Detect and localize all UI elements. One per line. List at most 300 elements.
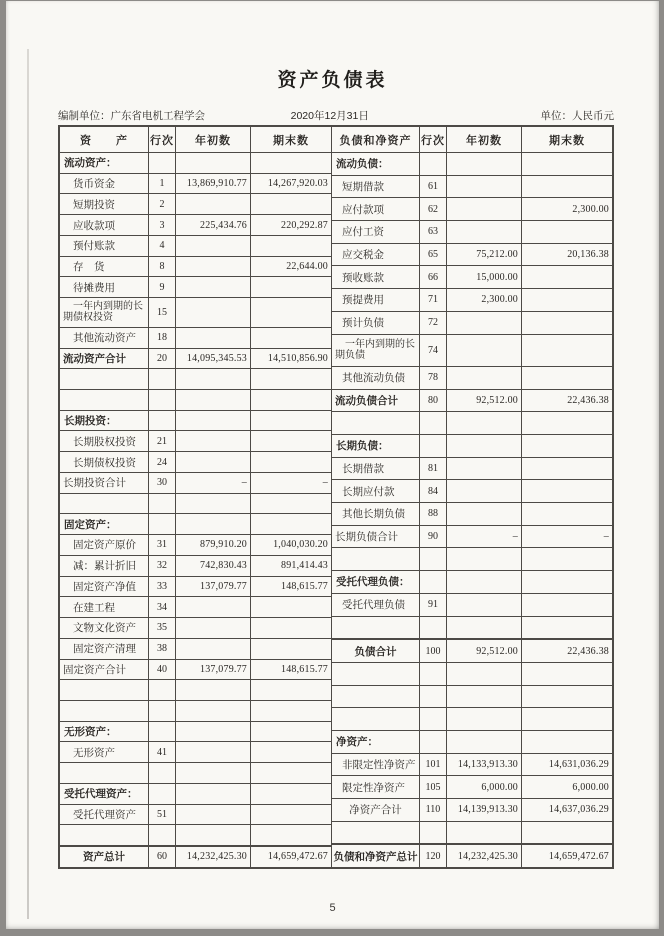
item-label-text: 减：累计折旧 [73,560,136,573]
item-label [332,176,419,198]
ending-balance [250,277,331,297]
table-row [60,680,331,701]
line-number-text: 34 [157,601,167,613]
line-number [148,298,175,327]
table-row [332,412,612,435]
ending-balance [250,847,331,867]
table-row [332,548,612,571]
ending-balance [521,503,612,525]
header-ending-text: 期末数 [273,134,309,147]
item-label [60,215,148,235]
line-number-text: 65 [428,249,438,261]
beginning-balance [175,328,250,348]
beginning-balance-text: 137,079.77 [200,580,247,592]
ending-balance [250,660,331,680]
line-number-text: 120 [425,850,441,862]
header-line-no-text: 行次 [150,134,174,147]
table-row [332,503,612,526]
beginning-balance [175,825,250,845]
line-number [419,503,446,525]
ending-balance [521,526,612,548]
ending-balance-text: 14,267,920.03 [267,178,328,190]
item-label [60,452,148,472]
item-label [60,257,148,277]
item-label-text: 固定资产净值 [73,580,136,593]
line-number-text: 21 [157,435,167,447]
beginning-balance-text: 14,139,913.30 [457,804,518,816]
ending-balance-text: 148,615.77 [281,663,328,675]
line-number [148,194,175,214]
ending-balance [250,722,331,742]
item-label [60,701,148,721]
line-number [419,312,446,334]
ending-balance [521,594,612,616]
line-number-text: 33 [157,580,167,592]
line-number-text: 90 [428,531,438,543]
item-label [332,312,419,334]
item-label [332,822,419,844]
line-number [419,289,446,311]
ending-balance [250,494,331,514]
table-row [60,174,331,195]
beginning-balance [175,431,250,451]
beginning-balance-text: 137,079.77 [200,663,247,675]
beginning-balance [175,494,250,514]
beginning-balance [446,312,521,334]
beginning-balance-text: 742,830.43 [200,560,247,572]
beginning-balance-text: 14,232,425.30 [186,851,247,863]
beginning-balance-text: 15,000.00 [476,271,518,283]
ending-balance [521,845,612,867]
item-label [60,411,148,431]
beginning-balance-text: 14,095,345.53 [186,352,247,364]
table-row [60,390,331,411]
line-number [148,535,175,555]
table-row [332,335,612,367]
item-label [332,335,419,366]
line-number-text: 88 [428,508,438,520]
line-number [148,639,175,659]
line-number-text: 18 [157,332,167,344]
ending-balance [250,153,331,173]
ending-balance [521,754,612,776]
beginning-balance [446,526,521,548]
item-label [332,845,419,867]
beginning-balance-text: 6,000.00 [481,781,518,793]
item-label-text: 固定资产合计 [63,663,126,676]
beginning-balance [175,660,250,680]
table-row [60,805,331,826]
ending-balance [521,776,612,798]
item-label-text: 短期借款 [342,181,384,194]
beginning-balance [446,640,521,662]
ending-balance [250,618,331,638]
item-label-text: 预计负债 [342,317,384,330]
ending-balance-text: 6,000.00 [572,781,609,793]
beginning-balance [446,266,521,288]
ending-balance-text: 14,659,472.67 [267,851,328,863]
line-number [148,411,175,431]
item-label-text: 短期投资 [73,198,115,211]
item-label [60,277,148,297]
header-ending-text: 期末数 [549,134,585,147]
item-label-text: 受托代理资产 [73,809,136,822]
beginning-balance [446,335,521,366]
item-label [332,594,419,616]
ending-balance-text: – [322,477,328,489]
line-number [419,435,446,457]
item-label-text: 应交税金 [342,249,384,262]
ending-balance [521,799,612,821]
line-number-text: 80 [428,394,438,406]
line-number-text: 41 [157,746,167,758]
item-label [332,686,419,708]
line-number-text: 84 [428,485,438,497]
ending-balance [521,480,612,502]
line-number-text: 91 [428,599,438,611]
line-number [148,763,175,783]
item-label-text: 负债合计 [354,645,397,658]
header-line-no [148,127,175,152]
beginning-balance [446,594,521,616]
item-label [332,754,419,776]
table-row [332,390,612,413]
item-label-text: 受托代理负债： [336,576,410,589]
table-row [332,435,612,458]
ending-balance [521,153,612,175]
line-number-text: 15 [157,306,167,318]
item-label [332,480,419,502]
ending-balance [250,825,331,845]
item-label [60,680,148,700]
table-row [332,663,612,686]
line-number [419,266,446,288]
line-number [148,390,175,410]
item-label-text: 流动资产： [64,157,117,170]
line-number [419,731,446,753]
beginning-balance [175,722,250,742]
prepared-by-label: 编制单位：广东省电机工程学会 [58,110,205,122]
item-label-text: 固定资产清理 [73,643,136,656]
beginning-balance-text: 14,232,425.30 [457,850,518,862]
item-label-text: 一年内到期的长期负债 [335,338,415,362]
item-label-text: 存 货 [73,261,105,274]
item-label-text: 受托代理资产： [64,788,138,801]
ending-balance [250,805,331,825]
line-number [148,431,175,451]
beginning-balance [446,799,521,821]
assets-table [58,125,331,869]
beginning-balance [175,701,250,721]
item-label-text: 其他长期负债 [342,508,405,521]
ending-balance [250,452,331,472]
item-label [60,514,148,534]
item-label-text: 预提费用 [342,294,384,307]
line-number [148,349,175,369]
beginning-balance [446,776,521,798]
line-number [148,742,175,762]
table-row [60,784,331,805]
beginning-balance-text: 225,434.76 [200,219,247,231]
ending-balance [250,742,331,762]
beginning-balance [446,289,521,311]
beginning-balance [446,754,521,776]
line-number-text: 74 [428,344,438,356]
ending-balance [250,328,331,348]
item-label-text: 货币资金 [73,178,115,191]
beginning-balance [446,367,521,389]
table-row [60,349,331,370]
line-number [419,548,446,570]
ending-balance [521,198,612,220]
line-number [419,617,446,639]
ending-balance-text: 22,644.00 [286,261,328,273]
item-label [332,663,419,685]
ending-balance-text: 148,615.77 [281,580,328,592]
ending-balance-text: 22,436.38 [567,645,609,657]
item-label [332,503,419,525]
currency-unit-label: 单位：人民币元 [540,110,614,122]
table-row [332,571,612,594]
line-number-text: 101 [425,758,441,770]
ending-balance-text: 1,040,030.20 [273,539,328,551]
report-date: 2020年12月31日 [290,110,369,122]
scan-fold-line [27,49,29,919]
ending-balance [521,731,612,753]
item-label-text: 在建工程 [73,601,115,614]
line-number [148,577,175,597]
line-number [419,390,446,412]
line-number [419,458,446,480]
item-label [60,639,148,659]
beginning-balance [446,617,521,639]
line-number [419,153,446,175]
table-row [60,577,331,598]
table-row [332,221,612,244]
line-number-text: 81 [428,463,438,475]
ending-balance [521,221,612,243]
line-number [148,784,175,804]
item-label [60,236,148,256]
line-number [419,708,446,730]
item-label-text: 应收款项 [73,219,115,232]
header-line-no-text: 行次 [421,134,445,147]
beginning-balance [175,784,250,804]
beginning-balance-text: 92,512.00 [476,394,518,406]
header-line-no [419,127,446,152]
table-row [332,312,612,335]
table-row [332,367,612,390]
ending-balance [521,548,612,570]
item-label [332,526,419,548]
table-row [332,617,612,640]
ending-balance [521,244,612,266]
table-row [332,176,612,199]
ending-balance [521,617,612,639]
line-number-text: 66 [428,271,438,283]
item-label [332,640,419,662]
table-row [60,431,331,452]
header-ending [250,127,331,152]
beginning-balance [175,577,250,597]
item-label [60,618,148,638]
ending-balance [521,412,612,434]
item-label [60,825,148,845]
item-label-text: 长期股权投资 [73,435,136,448]
item-label-text: 一年内到期的长期债权投资 [63,300,143,324]
item-label [332,708,419,730]
table-row [332,708,612,731]
line-number [419,176,446,198]
beginning-balance [175,452,250,472]
item-label [60,742,148,762]
line-number [419,776,446,798]
ending-balance [521,640,612,662]
line-number [148,701,175,721]
header-beginning-text: 年初数 [195,134,231,147]
item-label-text: 资产总计 [83,851,125,864]
ending-balance-text: 14,659,472.67 [548,850,609,862]
ending-balance-text: 220,292.87 [281,219,328,231]
line-number-text: 2 [159,198,165,210]
line-number-text: 38 [157,643,167,655]
item-label-text: 流动资产合计 [63,352,126,365]
beginning-balance [175,639,250,659]
item-label-text: 文物文化资产 [73,622,136,635]
item-label [60,369,148,389]
table-row [332,526,612,549]
beginning-balance-text: 75,212.00 [476,249,518,261]
item-label-text: 净资产合计 [349,804,402,817]
beginning-balance [446,845,521,867]
item-label [332,367,419,389]
item-label-text: 无形资产 [73,746,115,759]
line-number [419,367,446,389]
ending-balance [521,458,612,480]
beginning-balance [446,176,521,198]
ending-balance [250,298,331,327]
item-label-text: 长期投资： [64,415,117,428]
line-number-text: 71 [428,294,438,306]
item-label [60,763,148,783]
item-label [332,776,419,798]
table-row [60,194,331,215]
table-row [60,556,331,577]
line-number-text: 8 [159,261,165,273]
table-row [60,411,331,432]
ending-balance [250,701,331,721]
beginning-balance [175,277,250,297]
item-label [60,722,148,742]
ending-balance [250,257,331,277]
beginning-balance [175,257,250,277]
table-row [60,298,331,328]
item-label-text: 长期投资合计 [63,477,126,490]
beginning-balance [175,618,250,638]
item-label [332,412,419,434]
beginning-balance [175,847,250,867]
table-row [332,686,612,709]
item-label-text: 固定资产： [64,518,117,531]
table-row [60,153,331,174]
item-label [332,731,419,753]
line-number [419,571,446,593]
header-ending [521,127,612,152]
item-label-text: 无形资产： [64,726,117,739]
ending-balance [250,194,331,214]
beginning-balance [175,215,250,235]
beginning-balance [446,412,521,434]
item-label [332,458,419,480]
table-row [332,266,612,289]
item-label-text: 长期负债合计 [335,531,398,544]
item-label [60,174,148,194]
beginning-balance [175,556,250,576]
ending-balance-text: 891,414.43 [281,560,328,572]
item-label [60,847,148,867]
line-number [148,215,175,235]
header-beginning [175,127,250,152]
item-label-text: 固定资产原价 [73,539,136,552]
ending-balance [521,176,612,198]
line-number [148,618,175,638]
beginning-balance [446,244,521,266]
item-label-text: 预收账款 [342,271,384,284]
line-number-text: 63 [428,226,438,238]
item-label [332,548,419,570]
table-row [60,369,331,390]
beginning-balance [175,763,250,783]
line-number [148,328,175,348]
item-label-text: 限定性净资产 [342,781,405,794]
table-row [332,244,612,267]
line-number-text: 24 [157,456,167,468]
beginning-balance-text: 2,300.00 [481,294,518,306]
item-label-text: 其他流动资产 [73,332,136,345]
item-label [332,221,419,243]
line-number-text: 61 [428,181,438,193]
line-number [148,153,175,173]
line-number [148,174,175,194]
table-row [60,597,331,618]
line-number [419,594,446,616]
line-number-text: 1 [159,178,165,190]
beginning-balance-text: – [241,477,247,489]
ending-balance [250,577,331,597]
ending-balance-text: 20,136.38 [567,249,609,261]
item-label [60,577,148,597]
item-label-text: 预付账款 [73,240,115,253]
ending-balance [250,784,331,804]
beginning-balance [175,805,250,825]
header-item-text: 负债和净资产 [339,134,412,147]
beginning-balance-text: 879,910.20 [200,539,247,551]
ending-balance [250,639,331,659]
beginning-balance [175,236,250,256]
ending-balance [521,312,612,334]
table-row [60,639,331,660]
item-label [332,153,419,175]
ending-balance [521,663,612,685]
beginning-balance [446,503,521,525]
ending-balance [250,411,331,431]
line-number [148,597,175,617]
header-beginning-text: 年初数 [466,134,502,147]
beginning-balance [175,349,250,369]
line-number-text: 32 [157,560,167,572]
line-number [148,660,175,680]
table-row [60,763,331,784]
